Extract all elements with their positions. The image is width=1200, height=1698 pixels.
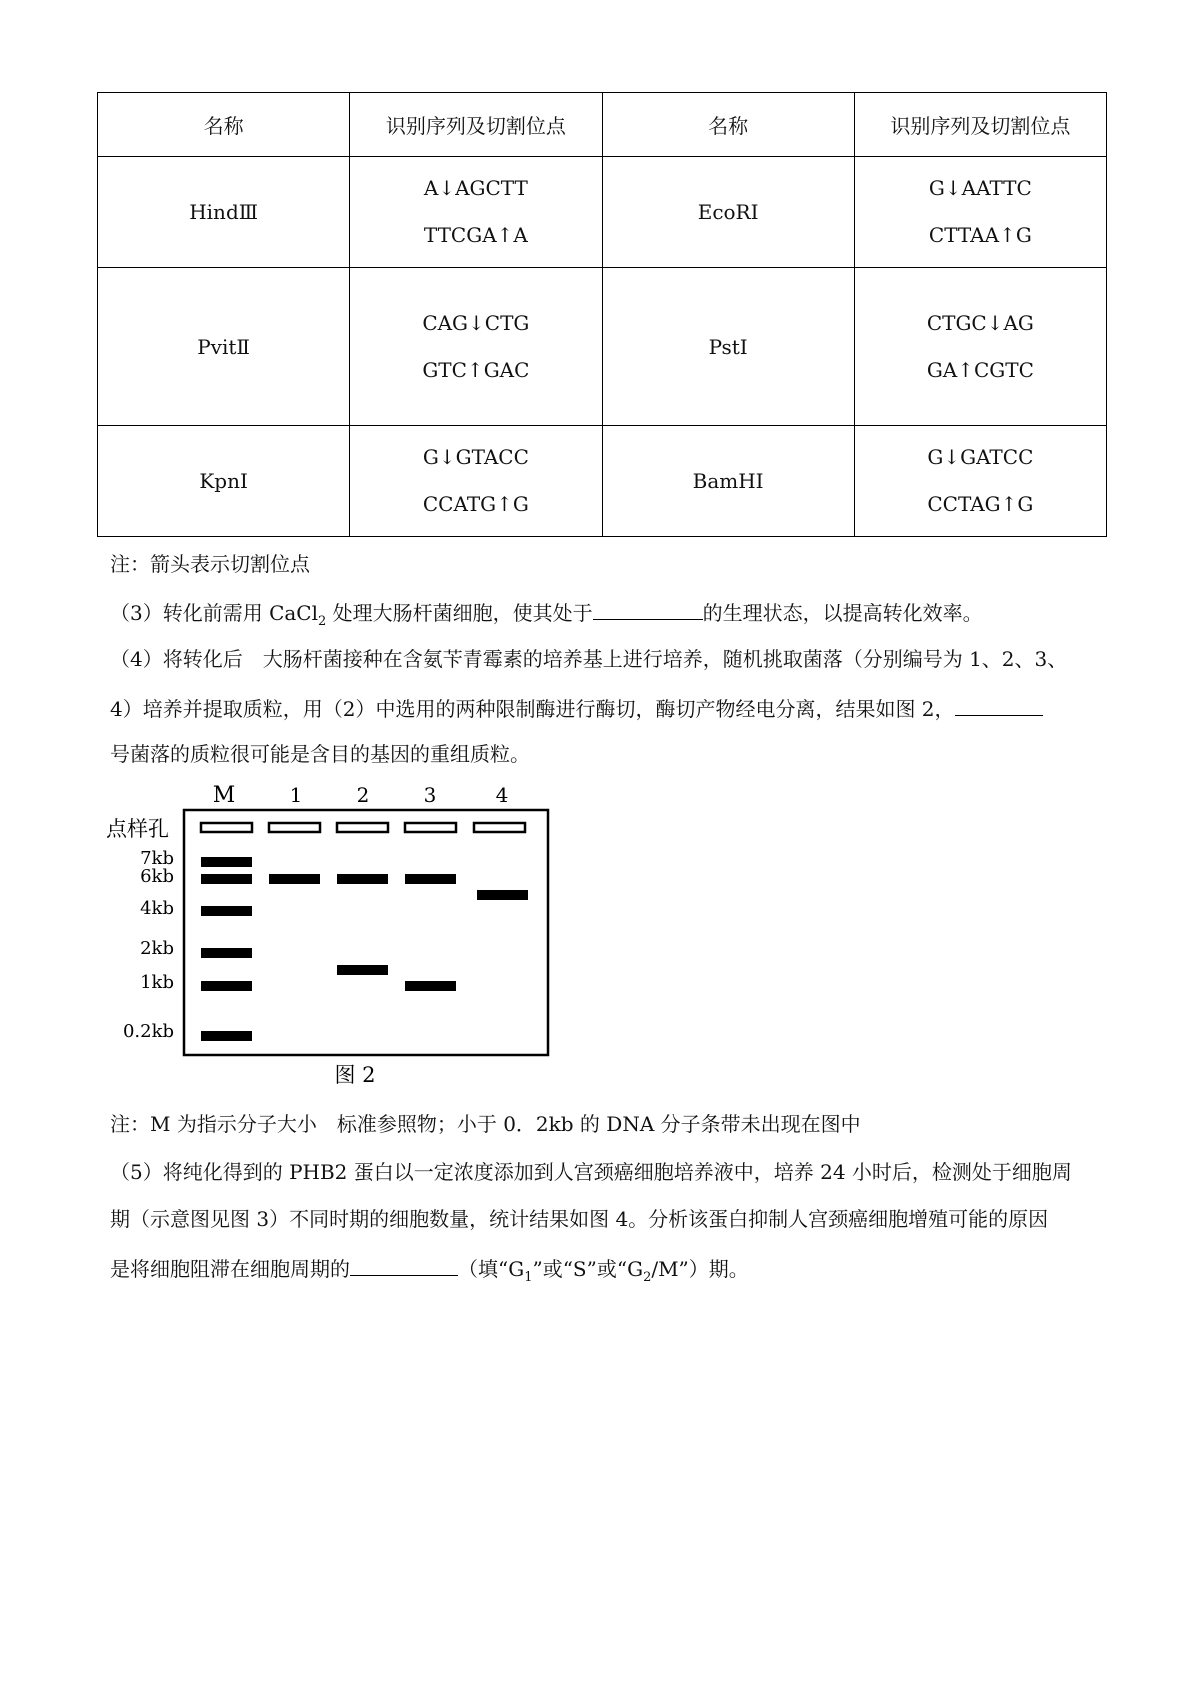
figure-note: 注：M 为指示分子大小 标准参照物；小于 0．2kb 的 DNA 分子条带未出现在图中	[110, 1112, 861, 1136]
answer-blank-q5[interactable]	[350, 1253, 458, 1276]
gel-frame	[184, 810, 548, 1055]
lane-2-band-upper	[337, 874, 388, 884]
q3-text-after: 的生理状态，以提高转化效率。	[702, 601, 983, 625]
header-name-2: 名称	[602, 93, 854, 157]
q4-text: 4）培养并提取质粒，用（2）中选用的两种限制酶进行酶切，酶切产物经电分离，结果如图 2，	[110, 697, 955, 721]
enzyme-sequence	[854, 268, 1106, 426]
question-4-line-1: （4）将转化后 大肠杆菌接种在含氨苄青霉素的培养基上进行培养，随机挑取菌落（分别编号为 1、2、3、	[110, 647, 1068, 671]
table-row	[98, 268, 1107, 426]
restriction-enzyme-table	[97, 92, 1107, 537]
enzyme-sequence	[350, 426, 602, 537]
well-label: 点样孔	[106, 817, 169, 841]
sequence-bottom: GA↑CGTC	[926, 357, 1034, 382]
marker-band-0.2kb	[201, 1031, 252, 1041]
marker-band-7kb	[201, 857, 252, 867]
question-5-line-3	[110, 1253, 749, 1292]
sequence-bottom: GTC↑GAC	[422, 357, 530, 382]
sequence-bottom: TTCGA↑A	[423, 223, 528, 247]
enzyme-name: PvitⅡ	[98, 268, 350, 426]
well-2	[337, 823, 388, 832]
sequence-top: G↓GATCC	[927, 445, 1034, 469]
enzyme-sequence	[854, 157, 1106, 268]
q3-text-mid: 处理大肠杆菌细胞，使其处于	[326, 601, 593, 625]
lane-1-band	[269, 874, 320, 884]
sequence-top: A↓AGCTT	[423, 176, 528, 200]
q5-text-b: ”或“S”或“G	[532, 1257, 644, 1281]
q5-text-a: （填“G	[458, 1257, 525, 1281]
marker-label-2kb: 2kb	[140, 938, 174, 959]
sequence-top: CTGC↓AG	[926, 310, 1034, 335]
marker-band-6kb	[201, 874, 252, 884]
marker-label-0.2kb: 0.2kb	[122, 1021, 174, 1042]
table-row	[98, 157, 1107, 268]
marker-label-4kb: 4kb	[140, 898, 174, 919]
well-4	[474, 823, 525, 832]
sequence-bottom: CCTAG↑G	[927, 492, 1034, 516]
q5-subscript-1: 1	[524, 1270, 533, 1285]
lane-label-m: M	[212, 783, 236, 808]
question-5-line-2: 期（示意图见图 3）不同时期的细胞数量，统计结果如图 4。分析该蛋白抑制人宫颈癌细胞增殖可能的原因	[110, 1207, 1049, 1231]
lane-4-band	[477, 890, 528, 900]
sequence-bottom: CTTAA↑G	[928, 223, 1032, 247]
sequence-top: G↓GTACC	[422, 445, 529, 469]
enzyme-name: PstI	[602, 268, 854, 426]
question-4-line-2	[110, 693, 1043, 723]
question-3	[110, 597, 983, 636]
answer-blank-q3[interactable]	[593, 597, 703, 620]
question-4-line-3: 号菌落的质粒很可能是含目的基因的重组质粒。	[110, 742, 530, 766]
q3-text-before: （3）转化前需用 CaCl	[110, 601, 319, 625]
q5-subscript-2: 2	[643, 1270, 652, 1285]
sequence-top: CAG↓CTG	[422, 310, 530, 335]
enzyme-sequence	[350, 157, 602, 268]
marker-band-4kb	[201, 906, 252, 916]
header-name-1: 名称	[98, 93, 350, 157]
sequence-bottom: CCATG↑G	[422, 492, 529, 516]
marker-band-2kb	[201, 948, 252, 958]
marker-label-7kb: 7kb	[140, 848, 174, 869]
marker-label-1kb: 1kb	[140, 972, 174, 993]
well-1	[269, 823, 320, 832]
lane-label-3: 3	[423, 783, 437, 807]
lane-3-band-lower	[405, 981, 456, 991]
lane-label-1: 1	[289, 783, 303, 807]
enzyme-name: KpnI	[98, 426, 350, 537]
well-m	[201, 823, 252, 832]
figure-caption: 图 2	[334, 1063, 376, 1087]
answer-blank-q4[interactable]	[955, 693, 1043, 716]
header-sequence-2: 识别序列及切割位点	[854, 93, 1106, 157]
enzyme-name: EcoRI	[602, 157, 854, 268]
q5-text-c: /M”）期。	[651, 1257, 749, 1281]
enzyme-sequence	[854, 426, 1106, 537]
lane-2-band-lower	[337, 965, 388, 975]
q3-subscript: 2	[318, 614, 327, 629]
table-note: 注：箭头表示切割位点	[110, 552, 310, 576]
well-3	[405, 823, 456, 832]
header-sequence-1: 识别序列及切割位点	[350, 93, 602, 157]
lane-label-2: 2	[356, 783, 370, 807]
lane-label-4: 4	[495, 783, 509, 807]
enzyme-sequence	[350, 268, 602, 426]
sequence-top: G↓AATTC	[928, 176, 1032, 200]
question-5-line-1: （5）将纯化得到的 PHB2 蛋白以一定浓度添加到人宫颈癌细胞培养液中，培养 24 小时后，检测处于细胞周	[110, 1160, 1072, 1184]
q5-text-before: 是将细胞阻滞在细胞周期的	[110, 1257, 350, 1281]
lane-3-band-upper	[405, 874, 456, 884]
marker-band-1kb	[201, 981, 252, 991]
enzyme-name: BamHI	[602, 426, 854, 537]
gel-electrophoresis-figure	[100, 778, 560, 1098]
marker-label-6kb: 6kb	[140, 866, 174, 887]
enzyme-name: HindⅢ	[98, 157, 350, 268]
table-row	[98, 426, 1107, 537]
